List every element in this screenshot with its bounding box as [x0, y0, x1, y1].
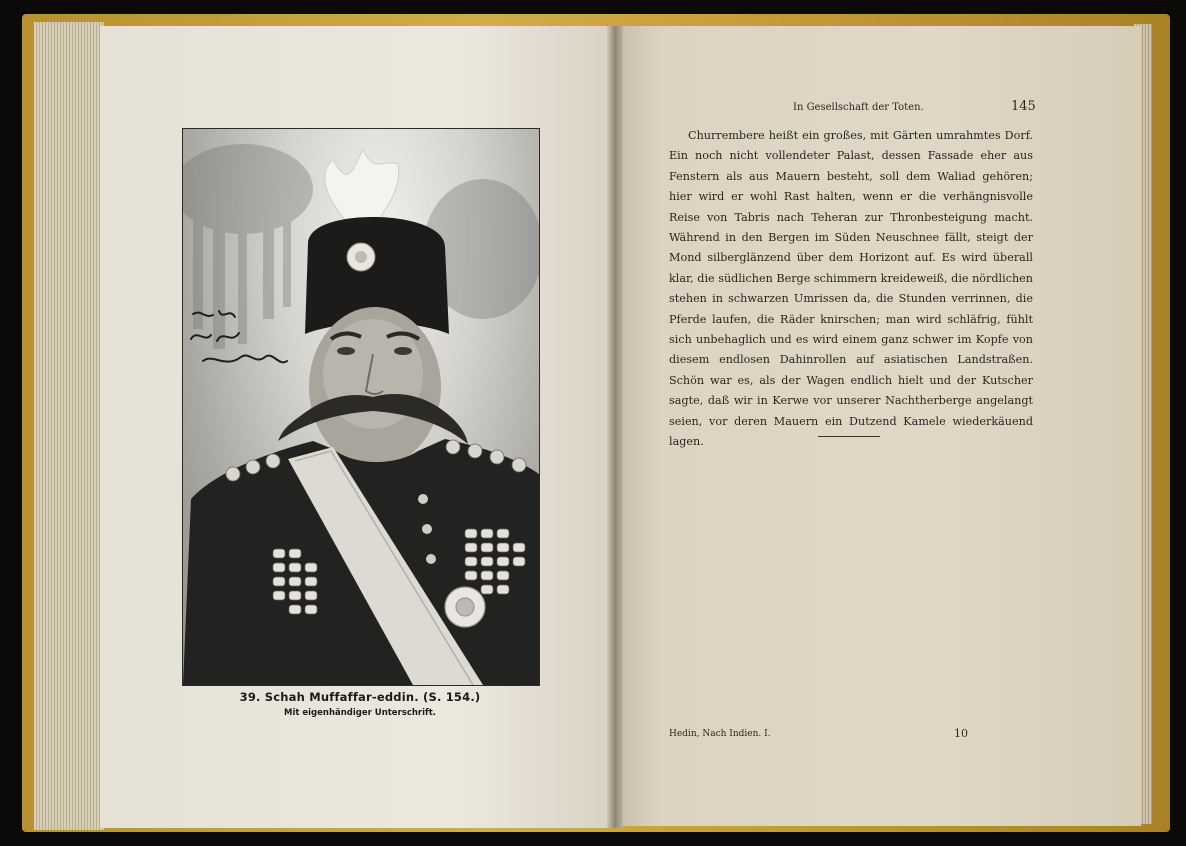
plate-caption-block	[182, 690, 538, 718]
body-text-block	[669, 126, 1033, 453]
plate-caption: 39. Schah Muffaffar-eddin. (S. 154.)	[239, 690, 481, 704]
running-header: In Gesellschaft der Toten.	[793, 102, 924, 113]
portrait-illustration	[183, 129, 539, 685]
page-edges-left	[34, 22, 104, 830]
footer-sheet-number: 10	[954, 727, 968, 740]
portrait-photograph	[182, 128, 540, 686]
footer-signature: Hedin, Nach Indien. I.	[669, 729, 771, 739]
order-star	[445, 587, 485, 627]
book-gutter	[607, 26, 623, 828]
body-paragraph: Churrembere heißt ein großes, mit Gärten umrahmtes Dorf. Ein noch nicht vollendeter Palast, dessen Fassade eher aus Fenstern als aus Mauern besteht, soll dem Waliad gehören; hier wird er wohl Rast halten, wenn er die verhängnisvolle Reise von Tabris nach Teheran zur Thronbesteigung macht. Während in den Bergen im Süden Neuschnee fällt, steigt der Mond silberglänzend über dem Horizont auf. Es wird überall klar, die südlichen Berge schimmern kreideweiß, die nördlichen stehen in schwarzen Umrissen da, die Stunden verrinnen, die Pferde laufen, die Räder knirschen; man wird schläfrig, fühlt sich unbehaglich und es wird einem ganz schwer im Kopfe von diesem endlosen Dahinrollen auf asiatischen Landstraßen. Schön war es, als der Wagen endlich hielt und der Kutscher sagte, daß wir in Kerwe vor unserer Nachtherberge angelangt seien, vor deren Mauern ein Dutzend Kamele wiederkäuend lagen.	[669, 129, 1033, 449]
plate-subcaption: Mit eigenhändiger Unterschrift.	[283, 708, 437, 718]
section-divider	[818, 436, 880, 437]
page-number: 145	[1011, 99, 1036, 114]
